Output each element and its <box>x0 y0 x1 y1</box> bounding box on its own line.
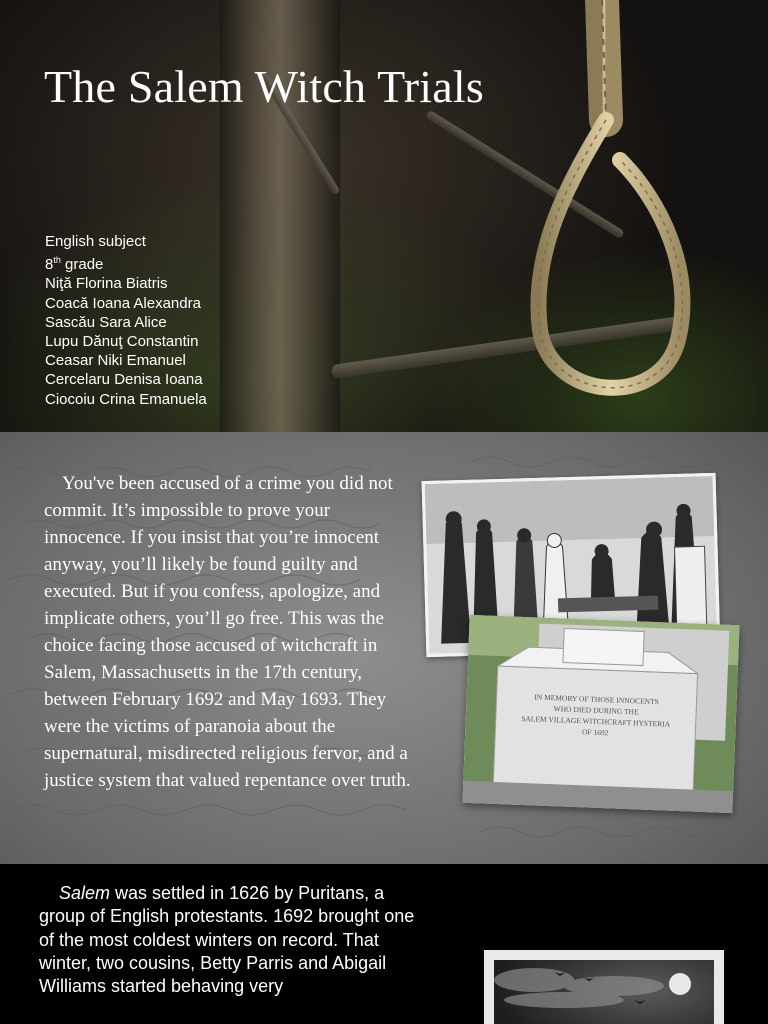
memorial-inscription-line: OF 1692 <box>581 727 609 738</box>
title-slide <box>0 0 768 432</box>
memorial-inscription-line: SALEM VILLAGE WITCHCRAFT HYSTERIA <box>521 713 671 729</box>
memorial-inscription-line: IN MEMORY OF THOSE INNOCENTS <box>534 692 659 707</box>
night-sky-image <box>484 950 724 1024</box>
history-slide <box>0 864 768 1024</box>
salem-word: Salem <box>59 883 111 903</box>
subject-label: English subject <box>45 233 146 250</box>
memorial-inscription-line: WHO DIED DURING THE <box>553 704 639 717</box>
intro-paragraph: You've been accused of a crime you did not commit. It’s impossible to prove your innocence. If you insist that you’re innocent anyway, you’ll likely be found guilty and executed. But if you confess, apologize, and implicate others, you’ll go free. This was the choice facing those accused of witchcraft in Salem, Massachusetts in the 17th century, between February 1692 and May 1693. They were the victims of paranoia about the supernatural, misdirected religious fervor, and a justice system that valued repentance over truth. <box>44 473 411 791</box>
credits-list <box>45 232 207 409</box>
author-name: Sascău Sara Alice <box>45 313 167 331</box>
intro-slide <box>0 432 768 864</box>
author-name: Cercelaru Denisa Ioana <box>45 371 203 389</box>
author-name: Lupu Dănuţ Constantin <box>45 333 199 351</box>
author-name: Ciocoiu Crina Emanuela <box>45 390 207 408</box>
history-paragraph <box>39 882 419 998</box>
author-name: Niţă Florina Biatris <box>45 275 168 293</box>
author-name: Coacă Ioana Alexandra <box>45 294 201 312</box>
grade-label: 8th grade <box>45 255 104 274</box>
noose-rope-image <box>510 0 710 420</box>
memorial-stone-image <box>462 615 739 813</box>
presentation-title: The Salem Witch Trials <box>44 61 484 112</box>
author-name: Ceasar Niki Emanuel <box>45 352 186 370</box>
history-text: was settled in 1626 by Puritans, a group of English protestants. 1692 brought one of the most coldest winters on record. That winter, two cousins, Betty Parris and Abigail Williams started behaving very <box>39 883 415 997</box>
